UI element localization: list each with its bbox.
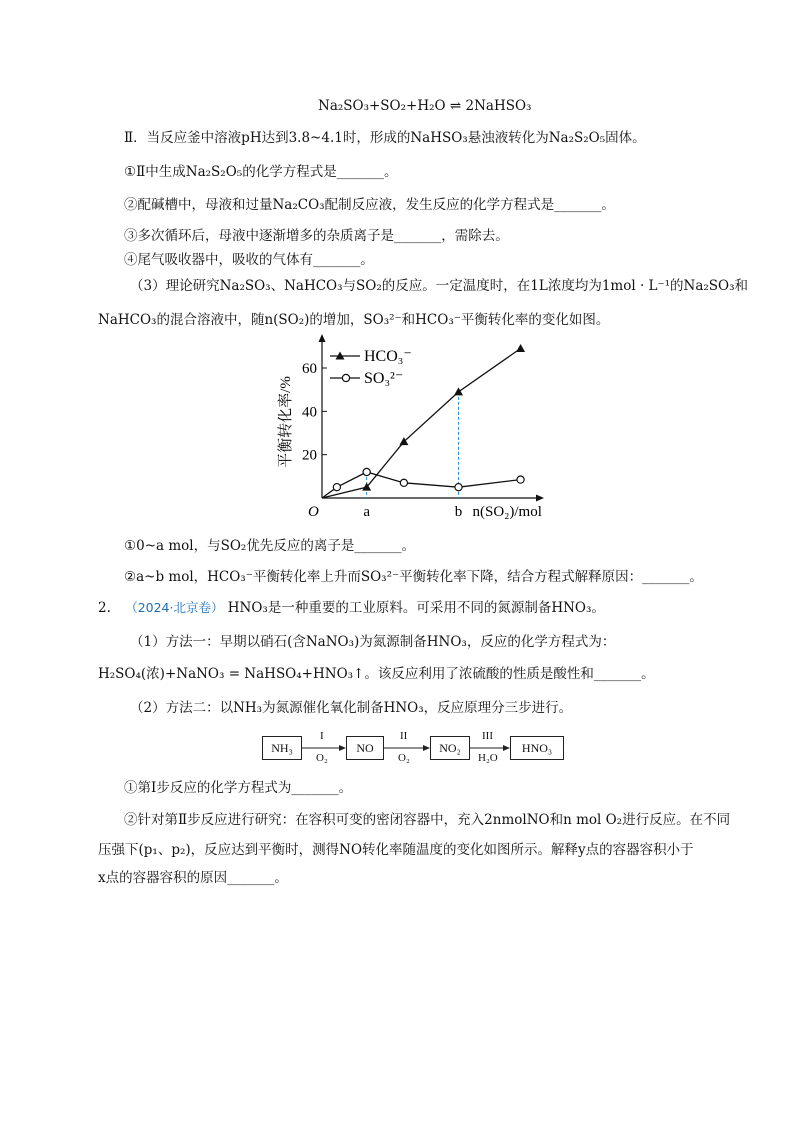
- part3-line-1: （3）理论研究Na₂SO₃、NaHCO₃与SO₂的反应。一定温度时，在1L浓度均为1mol · L⁻¹的Na₂SO₃和: [130, 278, 749, 294]
- method-2-line-1: （2）方法二：以NH₃为氮源催化氧化制备HNO₃，反应原理分三步进行。: [130, 700, 573, 716]
- sub-question-1: ①Ⅱ中生成Na₂S₂O₅的化学方程式是_______。: [124, 164, 398, 180]
- so3-point: [363, 468, 370, 475]
- step-ii-text: Ⅱ．当反应釜中溶液pH达到3.8~4.1时，形成的NaHSO₃悬浊液转化为Na₂S₂O₅固体。: [124, 130, 646, 146]
- so3-point: [400, 479, 407, 486]
- sub-question-4: ④尾气吸收器中，吸收的气体有_______。: [124, 252, 374, 268]
- legend-label-hco3: HCO₃⁻: [364, 348, 412, 365]
- y-tick-label: 40: [302, 404, 317, 421]
- x-tick-label-a: a: [363, 504, 371, 520]
- flow-step-2-label: II: [400, 730, 408, 742]
- method-2-sub-2-line-2: 压强下(p₁、p₂)，反应达到平衡时，测得NO转化率随温度的变化如图所示。解释y点的容器容积小于: [98, 842, 694, 858]
- flow-box-no2: NO₂: [430, 736, 470, 760]
- equation-line: Na₂SO₃+SO₂+H₂O ⇌ 2NaHSO₃: [318, 98, 532, 114]
- method-2-sub-2-line-1: ②针对第Ⅱ步反应进行研究：在容积可变的密闭容器中，充入2nmolNO和n mol O₂进行反应。在不同: [124, 812, 731, 828]
- question-2-header: [98, 598, 605, 618]
- flow-step-1-reagent: O₂: [316, 752, 328, 764]
- method-2-sub-2-line-3: x点的容器容积的原因_______。: [98, 870, 288, 886]
- flow-step-3-reagent: H₂O: [478, 752, 498, 764]
- series-line-hco3: [322, 349, 521, 499]
- part3-line-2: NaHCO₃的混合溶液中，随n(SO₂)的增加，SO₃²⁻和HCO₃⁻平衡转化率的变化如图。: [98, 312, 610, 328]
- y-axis-label: 平衡转化率/%: [278, 376, 294, 468]
- x-axis-label: n(SO₂)/mol: [472, 504, 542, 520]
- flow-step-3-label: III: [482, 730, 493, 742]
- series-line-so3: [322, 472, 521, 498]
- x-axis-arrow: [536, 495, 544, 502]
- flow-diagram: [262, 730, 592, 770]
- method-1-line-2: H₂SO₄(浓)+NaNO₃ = NaHSO₄+HNO₃↑。该反应利用了浓硫酸的性质是酸性和_______。: [98, 666, 655, 682]
- hco3-point: [454, 387, 463, 395]
- so3-point: [455, 484, 462, 491]
- y-axis-arrow: [319, 334, 326, 342]
- flow-box-hno3: HNO₃: [510, 736, 564, 760]
- sub-question-3: ③多次循环后，母液中逐渐增多的杂质离子是_______，需除去。: [124, 228, 509, 244]
- sub-question-2: ②配碱槽中，母液和过量Na₂CO₃配制反应液，发生反应的化学方程式是_______。: [124, 197, 615, 213]
- method-1-line-1: （1）方法一：早期以硝石(含NaNO₃)为氮源制备HNO₃，反应的化学方程式为：: [130, 634, 616, 650]
- so3-point: [517, 476, 524, 483]
- flow-step-2-reagent: O₂: [398, 752, 410, 764]
- so3-point: [333, 484, 340, 491]
- y-tick-label: 20: [302, 447, 317, 464]
- method-2-sub-1: ①第Ⅰ步反应的化学方程式为_______。: [124, 780, 353, 796]
- x-tick-label-b: b: [454, 504, 463, 520]
- question-stem: HNO₃是一种重要的工业原料。可采用不同的氮源制备HNO₃。: [227, 600, 605, 616]
- origin-label: O: [308, 504, 319, 520]
- legend-marker-so3: [342, 374, 349, 381]
- flow-arrows: [262, 734, 592, 770]
- chart-question-2: ②a~b mol，HCO₃⁻平衡转化率上升而SO₃²⁻平衡转化率下降，结合方程式解释原因：_______。: [124, 569, 703, 585]
- flow-step-1-label: I: [320, 730, 324, 742]
- flow-box-nh3: NH₃: [262, 736, 302, 760]
- chart-question-1: ①0~a mol，与SO₂优先反应的离子是_______。: [124, 538, 416, 554]
- flow-box-no: NO: [346, 736, 384, 760]
- question-number: 2.: [98, 600, 111, 616]
- y-tick-label: 60: [302, 361, 317, 377]
- conversion-chart: [268, 332, 548, 527]
- legend-label-so3: SO₃²⁻: [364, 370, 404, 387]
- question-source: （2024·北京卷）: [125, 600, 224, 615]
- hco3-point: [516, 344, 525, 352]
